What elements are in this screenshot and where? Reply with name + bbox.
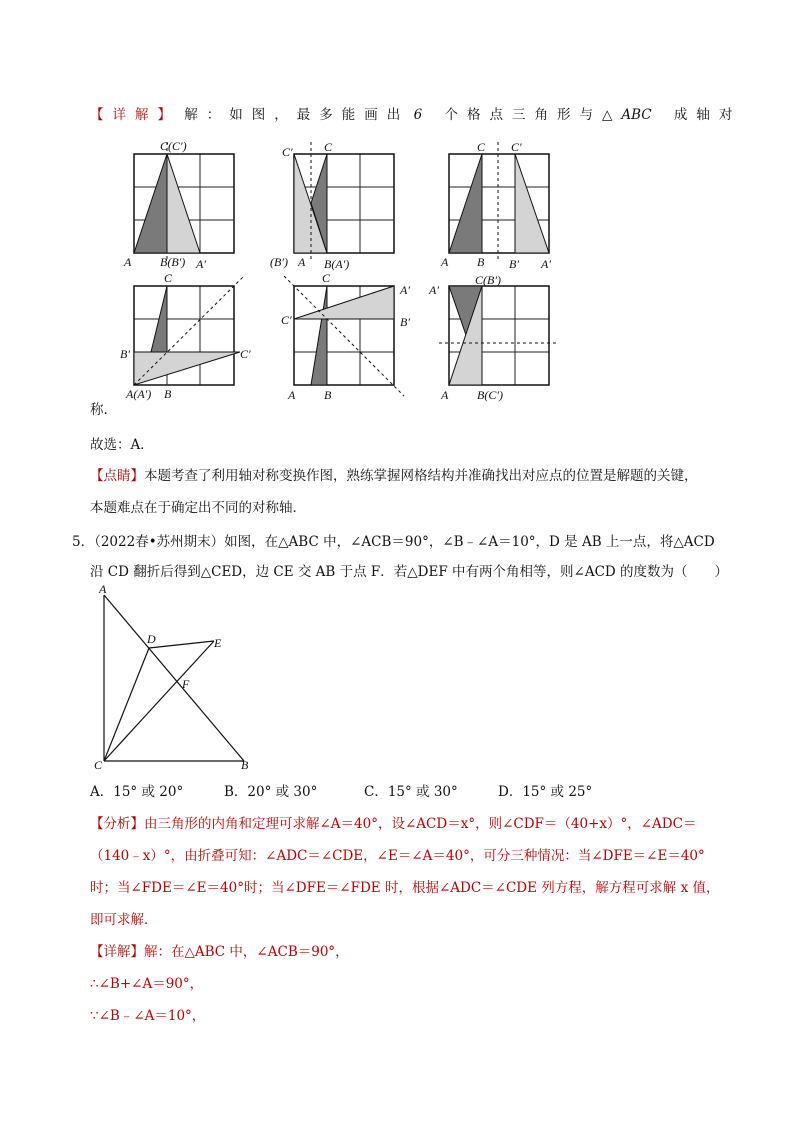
svg-text:B′: B′ xyxy=(120,347,130,361)
comment-text-1: 本题考查了利用轴对称变换作图，熟练掌握网格结构并准确找出对应点的位置是解题的关键， xyxy=(144,468,698,484)
option-c: C．15° 或 30° xyxy=(364,784,458,800)
svg-text:A: A xyxy=(288,388,296,402)
svg-text:A: A xyxy=(441,255,449,269)
analysis-text-1: 由三角形的内角和定理可求解∠A＝40°，设∠ACD＝x°，则∠CDF＝（40+x）°，∠ADC＝ xyxy=(144,816,697,832)
option-d: D．15° 或 25° xyxy=(498,784,593,800)
svg-text:F: F xyxy=(182,677,190,691)
comment-line-2: 本题难点在于确定出不同的对称轴． xyxy=(90,500,306,516)
grid-figure-6 xyxy=(429,272,575,402)
detail-header xyxy=(90,103,741,123)
detail2-text-1: 解：在△ABC 中，∠ACB＝90°， xyxy=(144,944,349,960)
detail-text2: 个格点三角形与△ xyxy=(444,107,622,123)
grid-figure-4 xyxy=(120,272,260,402)
svg-text:C: C xyxy=(324,140,333,154)
grid-figure-1 xyxy=(120,140,250,270)
detail-text3: 成轴对 xyxy=(673,107,742,123)
svg-text:C(B′): C(B′) xyxy=(475,273,501,287)
svg-text:A′: A′ xyxy=(196,257,206,271)
analysis-line-3: 时；当∠FDE＝∠E＝40°时；当∠DFE＝∠FDE 时，根据∠ADC＝∠CDE 列方程，解方程可求解 x 值， xyxy=(90,880,720,896)
comment-tag: 【点睛】 xyxy=(90,468,144,484)
svg-text:B′: B′ xyxy=(509,257,519,271)
analysis-line-4: 即可求解． xyxy=(90,912,158,928)
svg-text:B(A′): B(A′) xyxy=(324,257,350,271)
svg-text:C′: C′ xyxy=(281,313,292,327)
svg-text:A: A xyxy=(99,582,107,596)
svg-text:C: C xyxy=(477,140,486,154)
svg-text:C(C′): C(C′) xyxy=(160,139,187,153)
svg-text:C′: C′ xyxy=(240,347,251,361)
svg-text:C: C xyxy=(94,758,103,772)
comment-line-1 xyxy=(90,464,698,484)
grid-figure-3 xyxy=(435,140,565,270)
svg-text:C: C xyxy=(322,271,331,285)
analysis-tag: 【分析】 xyxy=(90,816,144,832)
svg-text:C′: C′ xyxy=(282,145,293,159)
detail-abc: ABC xyxy=(621,107,652,123)
svg-text:A: A xyxy=(298,255,306,269)
svg-text:A(A′): A(A′) xyxy=(126,387,152,401)
grid-figure-2 xyxy=(270,140,410,271)
svg-text:C′: C′ xyxy=(511,140,522,154)
analysis-line-1 xyxy=(90,812,696,832)
svg-text:C: C xyxy=(164,271,173,285)
detail-tag: 【详解】 xyxy=(90,107,180,123)
detail-num: 6 xyxy=(413,107,423,123)
svg-text:(B′): (B′) xyxy=(270,255,288,269)
svg-text:E: E xyxy=(214,636,222,650)
detail-text: 解：如图，最多能画出 xyxy=(184,107,410,123)
detail2-line-2: ∴∠B+∠A＝90°， xyxy=(90,976,204,992)
problem5-line-1: 5．（2022春•苏州期末）如图，在△ABC 中，∠ACB＝90°，∠B﹣∠A＝10°，D 是 AB 上一点，将△ACD xyxy=(72,534,715,550)
analysis-line-2: （140﹣x）°，由折叠可知：∠ADC＝∠CDE，∠E＝∠A＝40°，可分三种情况：当∠DFE＝∠E＝40° xyxy=(90,848,705,864)
svg-text:B: B xyxy=(241,758,249,772)
svg-text:B: B xyxy=(164,387,172,401)
svg-text:A: A xyxy=(124,255,132,269)
svg-text:B′: B′ xyxy=(400,315,410,329)
problem5-line-2: 沿 CD 翻折后得到△CED，边 CE 交 AB 于点 F．若△DEF 中有两个角相等，则∠ACD 的度数为（ ） xyxy=(90,564,729,580)
detail2-tag: 【详解】 xyxy=(90,944,144,960)
option-a: A．15° 或 20° xyxy=(90,784,184,800)
problem5-figure xyxy=(94,582,264,772)
choice-line: 故选：A． xyxy=(90,437,154,453)
detail2-line-3: ∵∠B﹣∠A＝10°， xyxy=(90,1008,206,1024)
svg-text:A: A xyxy=(441,388,449,402)
svg-text:B: B xyxy=(324,388,332,402)
grid-figure-5 xyxy=(280,272,420,402)
svg-text:D: D xyxy=(147,632,156,646)
option-b: B．20° 或 30° xyxy=(224,784,318,800)
svg-text:A′: A′ xyxy=(429,283,439,297)
detail2-line-1 xyxy=(90,940,349,960)
svg-text:B(B′): B(B′) xyxy=(160,255,186,269)
detail-tail: 称． xyxy=(90,402,117,418)
svg-text:A′: A′ xyxy=(400,283,410,297)
svg-text:B: B xyxy=(477,255,485,269)
svg-text:B(C′): B(C′) xyxy=(477,388,503,402)
svg-text:A′: A′ xyxy=(541,257,551,271)
